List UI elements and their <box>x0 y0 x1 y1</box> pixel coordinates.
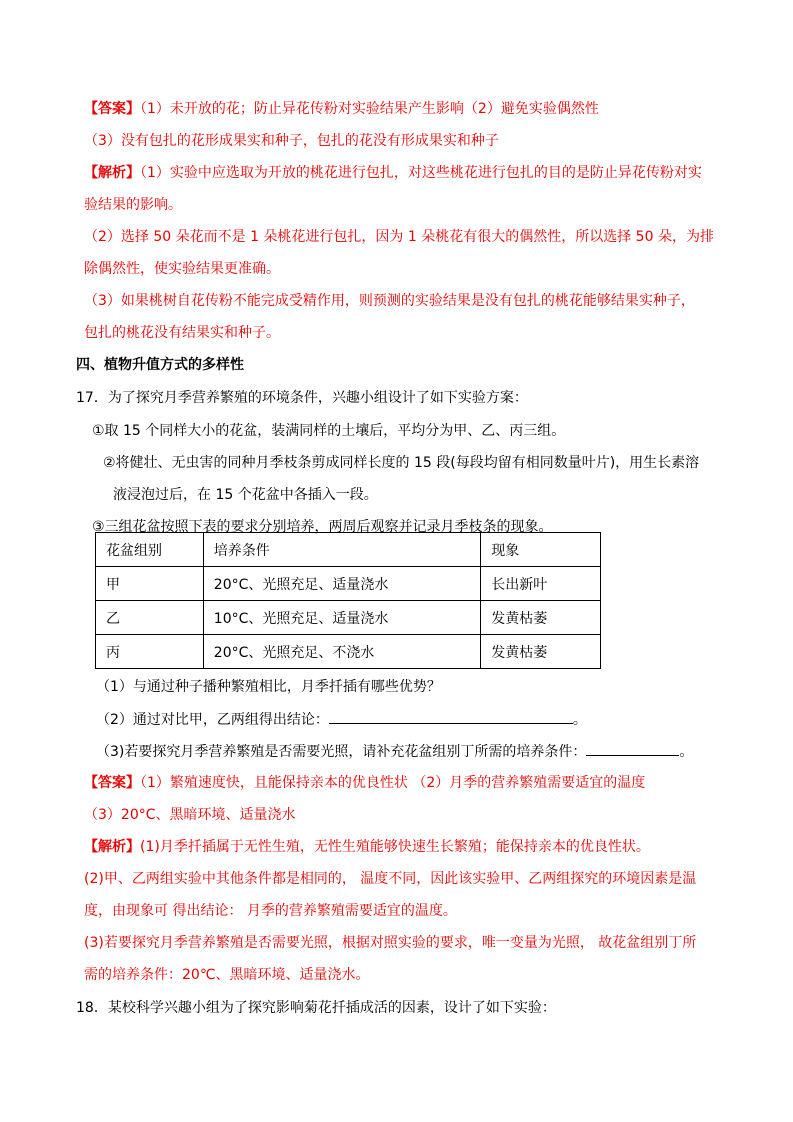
q17-step-3: ③三组花盆按照下表的要求分别培养，两周后观察并记录月季枝条的现象。 <box>92 519 553 535</box>
answer-text: （1）繁殖速度快，且能保持亲本的优良性状 （2）月季的营养繁殖需要适宜的温度 <box>140 775 646 791</box>
table-header-cell: 现象 <box>481 533 601 567</box>
table-cell: 20°C、光照充足、适量浇水 <box>203 567 480 601</box>
table-cell: 10°C、光照充足、适量浇水 <box>203 601 480 635</box>
section-title: 四、植物升值方式的多样性 <box>76 357 244 373</box>
explanation-line-1 <box>84 163 702 183</box>
explanation-line-2: （2）选择 50 朵花而不是 1 朵桃花进行包扎，因为 1 朵桃花有很大的偶然性，所以选择 50 朵，为排 <box>84 229 714 245</box>
q17-step-2: ②将健壮、无虫害的同种月季枝条剪成同样长度的 15 段(每段均留有相同数量叶片)，用生长素溶 <box>103 455 700 471</box>
explanation-tag: 【解析】 <box>84 839 140 855</box>
explanation-line-3b: 包扎的桃花没有结果实和种子。 <box>84 325 280 341</box>
table-header-row <box>96 533 601 567</box>
explanation-text: (1)月季扦插属于无性生殖，无性生殖能够快速生长繁殖；能保持亲本的优良性状。 <box>140 839 650 855</box>
table-header-cell: 花盆组别 <box>96 533 204 567</box>
table-cell: 20°C、光照充足、不浇水 <box>203 635 480 669</box>
answer-line-2: （3）没有包扎的花形成果实和种子，包扎的花没有形成果实和种子 <box>84 133 499 149</box>
q17-sub-3-text: （3)若要探究月季营养繁殖是否需要光照，请补充花盆组别丁所需的培养条件： <box>96 744 587 760</box>
explanation-line-1b: 验结果的影响。 <box>84 197 182 213</box>
fill-blank-2[interactable] <box>329 709 573 724</box>
q17-sub-3 <box>96 741 693 762</box>
table-header-cell: 培养条件 <box>203 533 480 567</box>
q17-sub-3-end: 。 <box>679 744 694 760</box>
explanation-line-3: （3）如果桃树自花传粉不能完成受精作用，则预测的实验结果是没有包扎的桃花能够结果实种子， <box>84 293 695 309</box>
table-cell: 发黄枯萎 <box>481 601 601 635</box>
q17-sub-2-end: 。 <box>572 712 587 728</box>
q17-answer-line-1 <box>84 773 645 793</box>
q17-explanation-line-3b: 需的培养条件：20℃、黑暗环境、适量浇水。 <box>84 967 370 983</box>
q17-answer-line-2: （3）20°C、黑暗环境、适量浇水 <box>84 807 296 823</box>
table-cell: 乙 <box>96 601 204 635</box>
q17-step-2b: 液浸泡过后，在 15 个花盆中各插入一段。 <box>113 487 378 503</box>
q17-sub-2 <box>96 709 587 730</box>
answer-tag: 【答案】 <box>84 101 140 117</box>
q17-explanation-line-2: (2)甲、乙两组实验中其他条件都是相同的， 温度不同，因此该实验甲、乙两组探究的环境因素是温 <box>84 871 697 887</box>
q17-explanation-line-3: (3)若要探究月季营养繁殖是否需要光照，根据对照实验的要求，唯一变量为光照， 故花盆组别丁所 <box>84 935 697 951</box>
fill-blank-3[interactable] <box>586 741 679 756</box>
table-cell: 丙 <box>96 635 204 669</box>
q17-sub-2-text: （2）通过对比甲，乙两组得出结论： <box>96 712 329 728</box>
table-cell: 发黄枯萎 <box>481 635 601 669</box>
explanation-line-2b: 除偶然性，使实验结果更准确。 <box>84 261 280 277</box>
explanation-text: （1）实验中应选取为开放的桃花进行包扎，对这些桃花进行包扎的目的是防止异花传粉对实 <box>140 165 702 181</box>
table-row <box>96 601 601 635</box>
table-row <box>96 635 601 669</box>
answer-line-1 <box>84 99 599 119</box>
results-table <box>95 532 601 669</box>
explanation-tag: 【解析】 <box>84 165 140 181</box>
q17-sub-1: （1）与通过种子播种繁殖相比，月季扦插有哪些优势？ <box>96 679 441 695</box>
q17-explanation-line-2b: 度，由现象可 得出结论： 月季的营养繁殖需要适宜的温度。 <box>84 903 457 919</box>
q17-step-1: ①取 15 个同样大小的花盆，装满同样的土壤后，平均分为甲、乙、丙三组。 <box>92 423 566 439</box>
q18-stem: 18．某校科学兴趣小组为了探究影响菊花扦插成活的因素，设计了如下实验： <box>76 1000 556 1016</box>
table-cell: 甲 <box>96 567 204 601</box>
table-cell: 长出新叶 <box>481 567 601 601</box>
q17-stem: 17．为了探究月季营养繁殖的环境条件，兴趣小组设计了如下实验方案： <box>76 390 528 406</box>
table-row <box>96 567 601 601</box>
answer-text: （1）未开放的花；防止异花传粉对实验结果产生影响（2）避免实验偶然性 <box>140 101 599 117</box>
q17-explanation-line-1 <box>84 837 650 857</box>
answer-tag: 【答案】 <box>84 775 140 791</box>
